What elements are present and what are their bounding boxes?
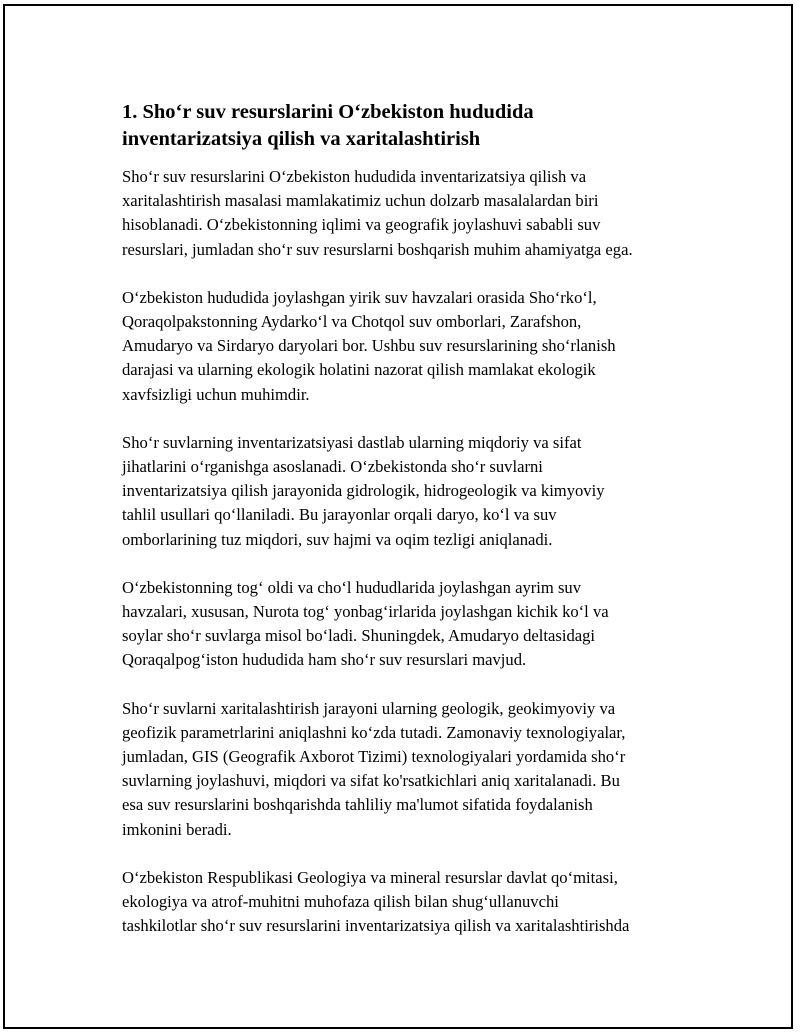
section-heading-line: 1. Sho‘r suv resurslarini O‘zbekiston hududida — [122, 101, 534, 123]
paragraph-line: esa suv resurslarini boshqarishda tahliliy ma'lumot sifatida foydalanish — [122, 795, 593, 815]
paragraph-line: resurslari, jumladan sho‘r suv resurslarni boshqarish muhim ahamiyatga ega. — [122, 239, 633, 259]
paragraph-line: omborlarining tuz miqdori, suv hajmi va oqim tezligi aniqlanadi. — [122, 529, 553, 549]
paragraph-line: suvlarning joylashuvi, miqdori va sifat ko'rsatkichlari aniq xaritalanadi. Bu — [122, 771, 620, 791]
paragraph-line: hisoblanadi. O‘zbekistonning iqlimi va geografik joylashuvi sababli suv — [122, 215, 601, 235]
paragraph-line: O‘zbekiston hududida joylashgan yirik suv havzalari orasida Sho‘rko‘l, — [122, 287, 597, 307]
paragraph-list — [122, 165, 712, 938]
paragraph-line: Sho‘r suvlarning inventarizatsiyasi dastlab ularning miqdoriy va sifat — [122, 432, 582, 452]
paragraph-line: ekologiya va atrof-muhitni muhofaza qilish bilan shug‘ullanuvchi — [122, 892, 559, 912]
paragraph-line: Qoraqalpog‘iston hududida ham sho‘r suv resurslari mavjud. — [122, 650, 527, 670]
section-heading-line: inventarizatsiya qilish va xaritalashtirish — [122, 128, 481, 150]
page-frame — [3, 4, 793, 1029]
paragraph-line: Amudaryo va Sirdaryo daryolari bor. Ushbu suv resurslarining sho‘rlanish — [122, 336, 616, 356]
paragraph — [122, 697, 712, 842]
paragraph-line: Qoraqolpakstonning Aydarko‘l va Chotqol suv omborlari, Zarafshon, — [122, 312, 582, 332]
paragraph-line: soylar sho‘r suvlarga misol bo‘ladi. Shuningdek, Amudaryo deltasidagi — [122, 626, 596, 646]
paragraph — [122, 165, 712, 262]
paragraph-line: darajasi va ularning ekologik holatini nazorat qilish mamlakat ekologik — [122, 360, 596, 380]
paragraph-line: imkonini beradi. — [122, 819, 232, 839]
paragraph-line: jihatlarini o‘rganishga asoslanadi. O‘zbekistonda sho‘r suvlarni — [122, 457, 543, 477]
paragraph-line: geofizik parametrlarini aniqlashni ko‘zda tutadi. Zamonaviy texnologiyalar, — [122, 722, 626, 742]
paragraph-line: havzalari, xususan, Nurota tog‘ yonbag‘irlarida joylashgan kichik ko‘l va — [122, 602, 609, 622]
paragraph-line: Sho‘r suv resurslarini O‘zbekiston hududida inventarizatsiya qilish va — [122, 167, 587, 186]
paragraph-line: Sho‘r suvlarni xaritalashtirish jarayoni ularning geologik, geokimyoviy va — [122, 698, 616, 718]
paragraph-line: jumladan, GIS (Geografik Axborot Tizimi) texnologiyalari yordamida sho‘r — [122, 747, 626, 767]
paragraph — [122, 866, 712, 939]
paragraph — [122, 286, 712, 407]
paragraph — [122, 576, 712, 673]
paragraph — [122, 431, 712, 552]
section-heading — [122, 99, 712, 153]
paragraph-line: O‘zbekiston Respublikasi Geologiya va mineral resurslar davlat qo‘mitasi, — [122, 867, 618, 887]
paragraph-line: xavfsizligi uchun muhimdir. — [122, 384, 310, 404]
paragraph-line: O‘zbekistonning tog‘ oldi va cho‘l hududlarida joylashgan ayrim suv — [122, 577, 582, 597]
paragraph-line: tahlil usullari qo‘llaniladi. Bu jarayonlar orqali daryo, ko‘l va suv — [122, 505, 557, 525]
document-content — [122, 99, 712, 938]
paragraph-line: tashkilotlar sho‘r suv resurslarini inventarizatsiya qilish va xaritalashtirishda — [122, 916, 630, 936]
paragraph-line: xaritalashtirish masalasi mamlakatimiz uchun dolzarb masalalardan biri — [122, 191, 599, 211]
paragraph-line: inventarizatsiya qilish jarayonida gidrologik, hidrogeologik va kimyoviy — [122, 481, 605, 501]
